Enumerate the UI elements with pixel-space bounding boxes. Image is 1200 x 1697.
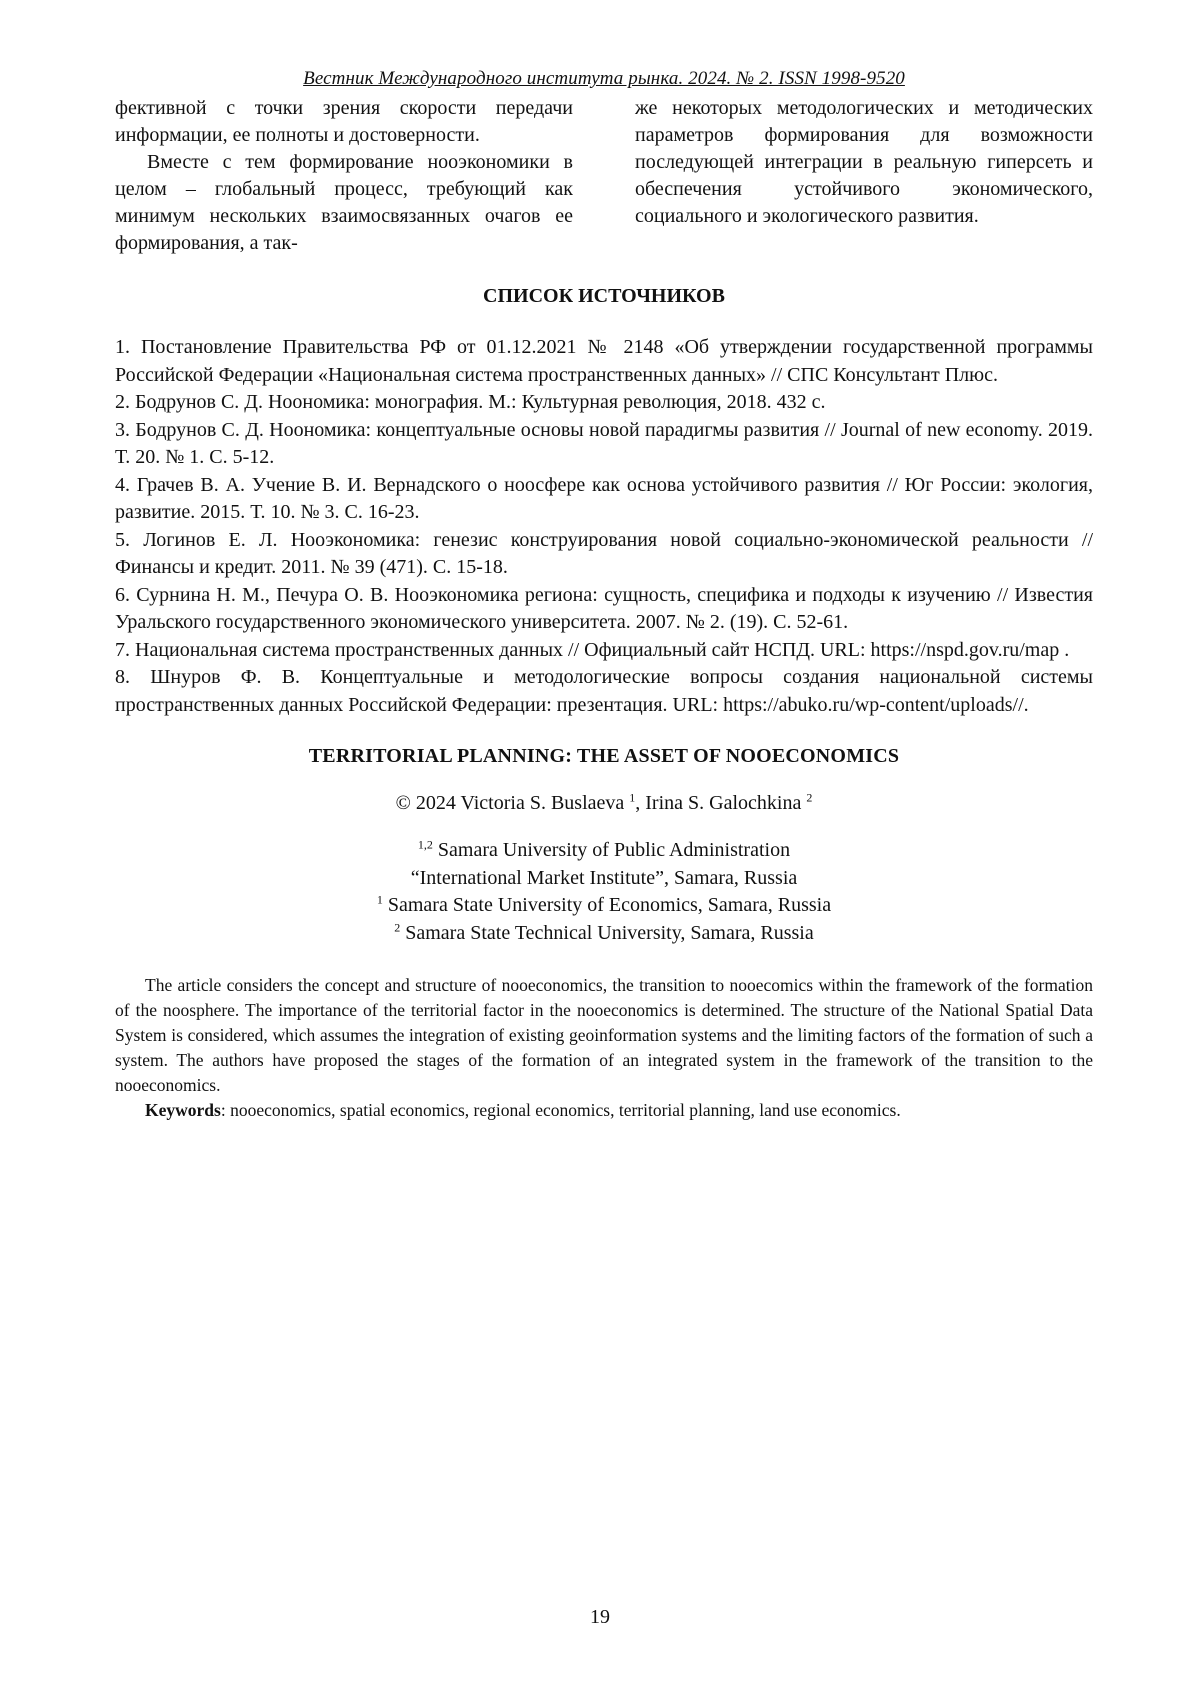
author-2-affiliation-mark: 2: [806, 790, 813, 805]
affiliation-3-text: Samara State Technical University, Samara, Russia: [400, 921, 814, 944]
reference-item: 4. Грачев В. А. Учение В. И. Вернадского о ноосфере как основа устойчивого развития // Юг России: экология, развитие. 2015. Т. 10. № 3. С. 16-23.: [115, 473, 1093, 523]
affiliation-2-mark: 1: [376, 892, 383, 907]
affiliation-1-mark: 1,2: [417, 837, 433, 852]
abstract: [115, 973, 1093, 1123]
running-header: Вестник Международного института рынка. 2024. № 2. ISSN 1998-9520: [303, 68, 905, 89]
page-number: 19: [590, 1606, 610, 1628]
keywords-text: : nooeconomics, spatial economics, regional economics, territorial planning, land use economics.: [220, 1100, 901, 1120]
right-paragraph-1: же некоторых методологических и методических параметров формирования для возможности последующей интеграции в реальную гиперсеть и обеспечения устойчивого экономического, социального и экологического развития.: [635, 97, 1093, 227]
right-column: [635, 95, 1093, 257]
page: [115, 68, 1093, 1123]
english-title: TERRITORIAL PLANNING: THE ASSET OF NOOECONOMICS: [308, 745, 900, 767]
authors-line: [115, 792, 1093, 815]
affiliation-3: [115, 920, 1093, 948]
author-1: © 2024 Victoria S. Buslaeva: [395, 792, 625, 814]
reference-item: 5. Логинов Е. Л. Нооэкономика: генезис конструирования новой социально-экономической реальности // Финансы и кредит. 2011. № 39 (471). С. 15-18.: [115, 528, 1093, 578]
references-list: [115, 334, 1093, 719]
keywords-label: Keywords: [145, 1100, 221, 1120]
left-paragraph-1: фективной с точки зрения скорости передачи информации, ее полноты и достоверности.: [115, 97, 573, 146]
affiliation-2: [115, 892, 1093, 920]
abstract-text: The article considers the concept and structure of nooeconomics, the transition to nooecomics within the framework of the formation of the noosphere. The importance of the territorial factor in the nooeconomics is determined. The structure of the National Spatial Data System is considered, which assumes the integration of existing geoinformation systems and the limiting factors of the formation of such a system. The authors have proposed the stages of the formation of an integrated system in the framework of the transition to the nooeconomics.: [115, 975, 1093, 1095]
reference-item: 2. Бодрунов С. Д. Нoономика: монография. М.: Культурная революция, 2018. 432 с.: [115, 391, 826, 413]
author-1-affiliation-mark: 1: [629, 790, 636, 805]
reference-item: 6. Сурнина Н. М., Печура О. В. Нооэкономика региона: сущность, специфика и подходы к изучению // Известия Уральского государственного экономического университета. 2007. № 2. (19). С. 52-61.: [115, 583, 1093, 633]
affiliation-3-mark: 2: [394, 919, 401, 934]
reference-item: 3. Бодрунов С. Д. Нoономика: концептуальные основы новой парадигмы развития // Journal of new economy. 2019. Т. 20. № 1. С. 5-12.: [115, 418, 1093, 468]
affiliation-2-text: Samara State University of Economics, Samara, Russia: [382, 894, 832, 916]
reference-item: 7. Национальная система пространственных данных // Официальный сайт НСПД. URL: https://nspd.gov.ru/map .: [115, 638, 1070, 661]
body-columns: [115, 95, 1093, 257]
affiliation-1-line-1: Samara University of Public Administration: [432, 839, 791, 861]
left-column: [115, 95, 573, 257]
author-2: , Irina S. Galochkina: [635, 792, 802, 814]
affiliation-1-line-2: “International Market Institute”, Samara, Russia: [410, 866, 798, 889]
affiliation-1: [115, 837, 1093, 865]
references-title: СПИСОК ИСТОЧНИКОВ: [483, 285, 725, 307]
reference-item: 8. Шнуров Ф. В. Концептуальные и методологические вопросы создания национальной системы пространственных данных Российской Федерации: презентация. URL: https://abuko.ru/wp-content/uploads//.: [115, 666, 1093, 716]
affiliations: [115, 837, 1093, 947]
reference-item: 1. Постановление Правительства РФ от 01.12.2021 № 2148 «Об утверждении государственной программы Российской Федерации «Национальная система пространственных данных» // СПС Консультант Плюс.: [115, 336, 1093, 386]
left-paragraph-2: Вместе с тем формирование нооэкономики в целом – глобальный процесс, требующий как минимум нескольких взаимосвязанных очагов ее формирования, а так-: [115, 151, 573, 254]
keywords: [115, 1098, 1093, 1123]
